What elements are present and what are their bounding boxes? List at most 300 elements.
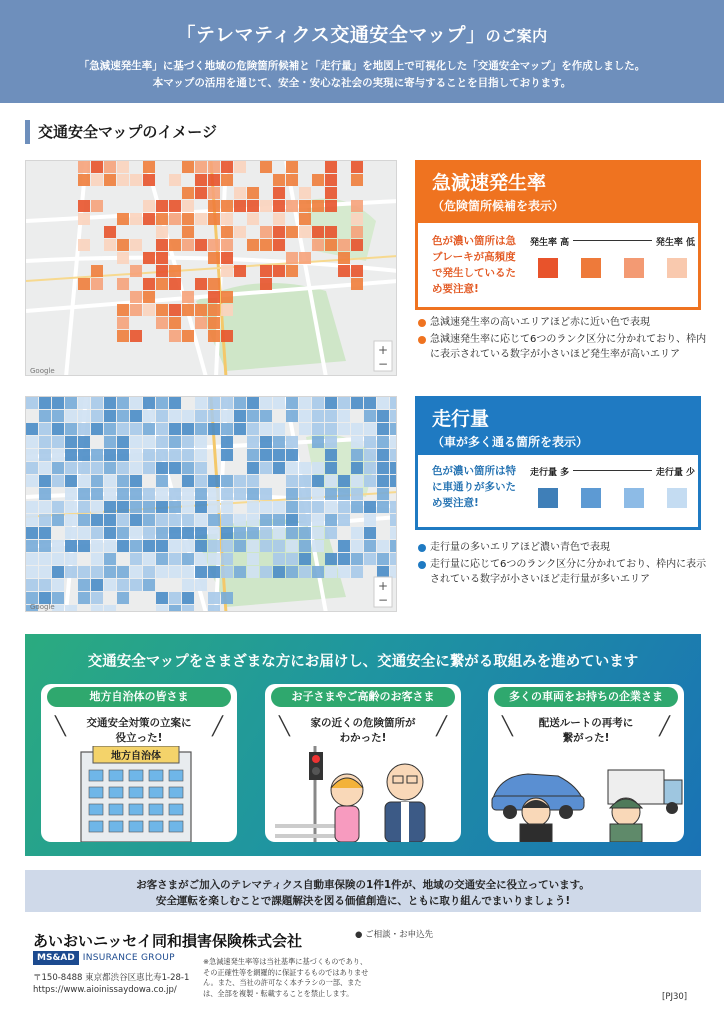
map-grid-cell xyxy=(377,475,389,487)
map-grid-cell xyxy=(143,213,155,225)
map-grid-cell xyxy=(325,174,337,186)
map-grid-cell xyxy=(299,226,311,238)
map-grid-cell xyxy=(208,187,220,199)
closing-line-2: 安全運転を楽しむことで課題解決を図る価値創造に、ともに取り組んでまいりましょう! xyxy=(155,895,571,907)
map-grid-cell xyxy=(221,410,233,422)
map-grid-cell xyxy=(286,475,298,487)
panel-quote-line: 繋がった! xyxy=(562,732,610,744)
map-grid-cell xyxy=(377,501,389,513)
map-grid-cell xyxy=(364,423,376,435)
map-grid-cell xyxy=(78,200,90,212)
map-grid-cell xyxy=(130,291,142,303)
map-grid-cell xyxy=(195,423,207,435)
map-grid-cell xyxy=(286,488,298,500)
map-grid-cell xyxy=(117,213,129,225)
map-grid-cell xyxy=(260,423,272,435)
scale-many-label: 走行量 多 xyxy=(530,468,570,478)
map-grid-cell xyxy=(26,397,38,409)
map-grid-cell xyxy=(208,566,220,578)
map-grid-cell xyxy=(91,462,103,474)
map-grid-cell xyxy=(286,501,298,513)
list-item: 走行量に応じて6つのランク区分に分かれており、枠内に表示されている数字が小さいほど走行量が多いエリア xyxy=(417,557,707,588)
map-grid-cell xyxy=(208,527,220,539)
map-grid-cell xyxy=(247,239,259,251)
map-grid-cell xyxy=(143,553,155,565)
map-grid-cell xyxy=(78,410,90,422)
map-grid-cell xyxy=(156,501,168,513)
map-grid-cell xyxy=(208,475,220,487)
map-grid-cell xyxy=(247,449,259,461)
map-grid-cell xyxy=(312,514,324,526)
speech-mark-icon: ╱ xyxy=(659,716,670,737)
map-grid-cell xyxy=(182,436,194,448)
document-code: [PJ30] xyxy=(662,992,688,1002)
map-grid-cell xyxy=(65,449,77,461)
map-grid-cell xyxy=(312,527,324,539)
map-grid-cell xyxy=(208,278,220,290)
map-grid-cell xyxy=(377,436,389,448)
map-grid-cell xyxy=(351,161,363,173)
map-grid-cell xyxy=(52,501,64,513)
map-grid-cell xyxy=(273,397,285,409)
map-grid-cell xyxy=(156,278,168,290)
map-grid-cell xyxy=(169,278,181,290)
child-and-elder-illustration xyxy=(265,746,461,842)
map-grid-cell xyxy=(208,200,220,212)
map-grid-cell xyxy=(312,174,324,186)
map-grid-cell xyxy=(299,566,311,578)
map-grid-cell xyxy=(273,501,285,513)
traffic-volume-scale xyxy=(530,465,695,508)
panel-quote-line: わかった! xyxy=(339,732,387,744)
map-grid-cell xyxy=(169,488,181,500)
map-grid-cell xyxy=(39,475,51,487)
map-grid-cell xyxy=(260,514,272,526)
map-grid-cell xyxy=(221,423,233,435)
map-grid-cell xyxy=(390,410,397,422)
map-grid-cell xyxy=(208,174,220,186)
map-grid-cell xyxy=(52,566,64,578)
map-grid-cell xyxy=(286,252,298,264)
map-grid-cell xyxy=(247,397,259,409)
map-grid-cell xyxy=(325,161,337,173)
map-grid-cell xyxy=(273,239,285,251)
map-grid-cell xyxy=(169,304,181,316)
map-grid-cell xyxy=(26,566,38,578)
map-grid-cell xyxy=(247,462,259,474)
hard-braking-map[interactable] xyxy=(25,160,397,376)
map-grid-cell xyxy=(182,423,194,435)
map-grid-cell xyxy=(364,527,376,539)
map-grid-cell xyxy=(130,462,142,474)
map-grid-cell xyxy=(78,436,90,448)
logo-mark: MS&AD xyxy=(33,951,79,965)
map-grid-cell xyxy=(195,239,207,251)
map-grid-cell xyxy=(351,436,363,448)
map-grid-cell xyxy=(182,226,194,238)
map-grid-cell xyxy=(338,553,350,565)
disclaimer: ※急減速発生率等は当社基準に基づくものであり、その正確性等を網羅的に保証するものではありません。また、当社の許可なく本チラシの一部、または、全部を複製・転載することを禁止します。 xyxy=(203,957,369,998)
map-grid-cell xyxy=(221,449,233,461)
hard-braking-map-canvas xyxy=(26,161,397,376)
map-grid-cell xyxy=(221,553,233,565)
map-grid-cell xyxy=(26,540,38,552)
map-grid-cell xyxy=(143,200,155,212)
map-grid-cell xyxy=(221,488,233,500)
map-grid-cell xyxy=(351,213,363,225)
map-grid-cell xyxy=(273,462,285,474)
map-grid-cell xyxy=(325,449,337,461)
map-grid-cell xyxy=(234,488,246,500)
map-grid-cell xyxy=(104,605,116,612)
map-grid-cell xyxy=(195,540,207,552)
map-grid-cell xyxy=(78,527,90,539)
scale-high-label: 発生率 高 xyxy=(530,238,570,248)
map-grid-cell xyxy=(273,265,285,277)
map-grid-cell xyxy=(182,291,194,303)
map-grid-cell xyxy=(299,213,311,225)
map-grid-cell xyxy=(52,514,64,526)
map-grid-cell xyxy=(65,410,77,422)
map-grid-cell xyxy=(273,200,285,212)
map-grid-cell xyxy=(195,304,207,316)
map-grid-cell xyxy=(169,410,181,422)
map-grid-cell xyxy=(299,488,311,500)
map-grid-cell xyxy=(39,397,51,409)
list-item: 走行量の多いエリアほど濃い青色で表現 xyxy=(417,540,707,556)
map-grid-cell xyxy=(91,161,103,173)
map-watermark: Google xyxy=(30,603,55,611)
map-grid-cell xyxy=(195,436,207,448)
map-grid-cell xyxy=(182,514,194,526)
map-grid-cell xyxy=(390,462,397,474)
map-grid-cell xyxy=(299,540,311,552)
map-grid-cell xyxy=(91,410,103,422)
map-grid-cell xyxy=(247,540,259,552)
map-grid-cell xyxy=(104,527,116,539)
map-grid-cell xyxy=(247,514,259,526)
map-grid-cell xyxy=(273,514,285,526)
map-grid-cell xyxy=(338,397,350,409)
map-grid-cell xyxy=(26,579,38,591)
map-grid-cell xyxy=(117,252,129,264)
map-grid-cell xyxy=(221,200,233,212)
map-grid-cell xyxy=(325,436,337,448)
map-grid-cell xyxy=(65,501,77,513)
map-grid-cell xyxy=(143,579,155,591)
map-grid-cell xyxy=(169,566,181,578)
map-grid-cell xyxy=(286,161,298,173)
map-grid-cell xyxy=(312,410,324,422)
map-grid-cell xyxy=(39,566,51,578)
map-grid-cell xyxy=(377,410,389,422)
map-grid-cell xyxy=(195,501,207,513)
map-grid-cell xyxy=(78,579,90,591)
map-grid-cell xyxy=(351,397,363,409)
traffic-volume-note: 色が濃い箇所は特に車通りが多いため要注意! xyxy=(432,465,516,509)
map-grid-cell xyxy=(52,423,64,435)
map-grid-cell xyxy=(312,423,324,435)
map-grid-cell xyxy=(286,566,298,578)
map-grid-cell xyxy=(273,449,285,461)
map-grid-cell xyxy=(390,397,397,409)
map-grid-cell xyxy=(117,410,129,422)
map-grid-cell xyxy=(208,239,220,251)
map-grid-cell xyxy=(221,330,233,342)
map-grid-cell xyxy=(52,579,64,591)
map-grid-cell xyxy=(26,553,38,565)
traffic-volume-map[interactable] xyxy=(25,396,397,612)
company-name: あいおいニッセイ同和損害保険株式会社 xyxy=(33,932,302,950)
map-grid-cell xyxy=(299,410,311,422)
map-grid-cell xyxy=(195,488,207,500)
map-grid-cell xyxy=(26,436,38,448)
map-grid-cell xyxy=(65,605,77,612)
map-grid-cell xyxy=(78,566,90,578)
map-grid-cell xyxy=(286,540,298,552)
map-grid-cell xyxy=(130,436,142,448)
map-grid-cell xyxy=(195,553,207,565)
map-grid-cell xyxy=(325,566,337,578)
map-grid-cell xyxy=(182,605,194,612)
map-grid-cell xyxy=(182,239,194,251)
map-grid-cell xyxy=(104,423,116,435)
map-grid-cell xyxy=(182,579,194,591)
map-grid-cell xyxy=(130,553,142,565)
map-grid-cell xyxy=(78,174,90,186)
map-grid-cell xyxy=(195,187,207,199)
scale-swatch xyxy=(581,258,601,278)
map-grid-cell xyxy=(91,579,103,591)
map-grid-cell xyxy=(260,501,272,513)
double-arrow-icon xyxy=(573,240,652,241)
map-grid-cell xyxy=(91,265,103,277)
map-grid-cell xyxy=(182,213,194,225)
map-grid-cell xyxy=(169,239,181,251)
map-grid-cell xyxy=(247,187,259,199)
promo-heading: 交通安全マップをさまざまな方にお届けし、交通安全に繋がる取組みを進めています xyxy=(87,654,639,670)
map-grid-cell xyxy=(39,449,51,461)
zoom-out-icon[interactable]: − xyxy=(377,593,389,607)
map-grid-cell xyxy=(195,514,207,526)
map-grid-cell xyxy=(52,410,64,422)
map-grid-cell xyxy=(234,514,246,526)
hard-braking-title: 急減速発生率 xyxy=(432,172,547,194)
map-grid-cell xyxy=(221,265,233,277)
map-grid-cell xyxy=(78,161,90,173)
scale-low-label: 発生率 低 xyxy=(655,238,695,248)
map-grid-cell xyxy=(364,462,376,474)
traffic-volume-map-canvas xyxy=(26,397,397,612)
map-grid-cell xyxy=(338,566,350,578)
map-grid-cell xyxy=(65,553,77,565)
map-grid-cell xyxy=(247,200,259,212)
map-grid-cell xyxy=(299,200,311,212)
map-grid-cell xyxy=(364,436,376,448)
map-grid-cell xyxy=(234,397,246,409)
map-grid-cell xyxy=(117,317,129,329)
speech-mark-icon: ╲ xyxy=(55,716,66,737)
map-grid-cell xyxy=(130,213,142,225)
map-grid-cell xyxy=(351,462,363,474)
map-grid-cell xyxy=(91,540,103,552)
map-grid-cell xyxy=(247,423,259,435)
map-grid-cell xyxy=(377,423,389,435)
map-grid-cell xyxy=(156,410,168,422)
map-grid-cell xyxy=(364,501,376,513)
map-grid-cell xyxy=(156,226,168,238)
map-grid-cell xyxy=(234,423,246,435)
website-link[interactable]: https://www.aioinissaydowa.co.jp/ xyxy=(33,985,177,995)
map-grid-cell xyxy=(351,265,363,277)
map-grid-cell xyxy=(325,475,337,487)
map-grid-cell xyxy=(143,527,155,539)
map-grid-cell xyxy=(364,514,376,526)
map-grid-cell xyxy=(221,226,233,238)
panel-quote-line: 家の近くの危険箇所が xyxy=(310,717,416,729)
map-grid-cell xyxy=(156,540,168,552)
map-grid-cell xyxy=(260,410,272,422)
map-grid-cell xyxy=(117,592,129,604)
map-grid-cell xyxy=(117,330,129,342)
map-grid-cell xyxy=(182,527,194,539)
map-grid-cell xyxy=(130,488,142,500)
speech-mark-icon: ╲ xyxy=(279,716,290,737)
zoom-in-icon[interactable]: + xyxy=(377,343,389,357)
map-grid-cell xyxy=(169,553,181,565)
map-grid-cell xyxy=(247,488,259,500)
map-grid-cell xyxy=(104,174,116,186)
map-grid-cell xyxy=(286,174,298,186)
map-grid-cell xyxy=(234,475,246,487)
map-grid-cell xyxy=(78,475,90,487)
map-grid-cell xyxy=(286,462,298,474)
map-grid-cell xyxy=(390,566,397,578)
map-grid-cell xyxy=(351,553,363,565)
map-grid-cell xyxy=(169,213,181,225)
map-grid-cell xyxy=(208,423,220,435)
map-grid-cell xyxy=(273,226,285,238)
map-grid-cell xyxy=(143,540,155,552)
map-grid-cell xyxy=(52,462,64,474)
city-hall-building-icon xyxy=(41,746,237,842)
map-grid-cell xyxy=(208,291,220,303)
map-grid-cell xyxy=(169,436,181,448)
map-grid-cell xyxy=(39,553,51,565)
map-grid-cell xyxy=(234,161,246,173)
city-hall-sign: 地方自治体 xyxy=(111,751,161,762)
map-grid-cell xyxy=(65,540,77,552)
map-grid-cell xyxy=(260,265,272,277)
map-grid-cell xyxy=(273,553,285,565)
map-grid-cell xyxy=(182,553,194,565)
map-grid-cell xyxy=(117,501,129,513)
map-grid-cell xyxy=(260,278,272,290)
map-grid-cell xyxy=(65,462,77,474)
map-grid-cell xyxy=(65,397,77,409)
map-grid-cell xyxy=(208,501,220,513)
map-grid-cell xyxy=(351,174,363,186)
map-grid-cell xyxy=(169,592,181,604)
map-grid-cell xyxy=(234,410,246,422)
map-grid-cell xyxy=(117,304,129,316)
map-grid-cell xyxy=(351,200,363,212)
map-grid-cell xyxy=(91,592,103,604)
map-grid-cell xyxy=(104,239,116,251)
map-grid-cell xyxy=(156,317,168,329)
map-grid-cell xyxy=(260,226,272,238)
address-text: 〒150-8488 東京都渋谷区恵比寿1-28-1 xyxy=(33,973,190,983)
map-grid-cell xyxy=(39,436,51,448)
map-grid-cell xyxy=(156,397,168,409)
map-grid-cell xyxy=(169,605,181,612)
zoom-in-icon[interactable]: + xyxy=(377,579,389,593)
map-grid-cell xyxy=(130,566,142,578)
list-item: 急減速発生率の高いエリアほど赤に近い色で表現 xyxy=(417,315,707,331)
map-grid-cell xyxy=(273,527,285,539)
map-grid-cell xyxy=(65,488,77,500)
map-grid-cell xyxy=(130,527,142,539)
map-grid-cell xyxy=(351,423,363,435)
map-grid-cell xyxy=(221,514,233,526)
map-grid-cell xyxy=(78,423,90,435)
map-grid-cell xyxy=(208,330,220,342)
map-grid-cell xyxy=(117,579,129,591)
map-grid-cell xyxy=(130,174,142,186)
map-grid-cell xyxy=(390,527,397,539)
scale-swatch xyxy=(538,488,558,508)
speech-mark-icon: ╲ xyxy=(502,716,513,737)
map-grid-cell xyxy=(273,436,285,448)
map-grid-cell xyxy=(299,475,311,487)
map-grid-cell xyxy=(260,488,272,500)
map-grid-cell xyxy=(117,527,129,539)
map-grid-cell xyxy=(208,317,220,329)
hard-braking-subtitle: （危険箇所候補を表示） xyxy=(432,199,565,213)
map-grid-cell xyxy=(286,226,298,238)
map-grid-cell xyxy=(273,540,285,552)
map-grid-cell xyxy=(221,213,233,225)
map-grid-cell xyxy=(117,239,129,251)
map-grid-cell xyxy=(221,291,233,303)
map-grid-cell xyxy=(312,397,324,409)
map-grid-cell xyxy=(312,239,324,251)
map-grid-cell xyxy=(91,553,103,565)
map-grid-cell xyxy=(156,423,168,435)
map-grid-cell xyxy=(312,226,324,238)
map-grid-cell xyxy=(65,514,77,526)
map-grid-cell xyxy=(351,527,363,539)
map-grid-cell xyxy=(91,174,103,186)
map-grid-cell xyxy=(130,501,142,513)
map-grid-cell xyxy=(390,436,397,448)
map-grid-cell xyxy=(156,436,168,448)
traffic-volume-subtitle: （車が多く通る箇所を表示） xyxy=(432,435,589,449)
panel-children-elderly xyxy=(265,684,461,842)
map-grid-cell xyxy=(143,488,155,500)
map-grid-cell xyxy=(26,527,38,539)
map-grid-cell xyxy=(260,527,272,539)
map-grid-cell xyxy=(364,410,376,422)
map-grid-cell xyxy=(234,540,246,552)
map-grid-cell xyxy=(286,200,298,212)
map-grid-cell xyxy=(325,397,337,409)
map-grid-cell xyxy=(351,566,363,578)
map-grid-cell xyxy=(169,501,181,513)
map-grid-cell xyxy=(39,527,51,539)
map-grid-cell xyxy=(390,553,397,565)
zoom-out-icon[interactable]: − xyxy=(377,357,389,371)
